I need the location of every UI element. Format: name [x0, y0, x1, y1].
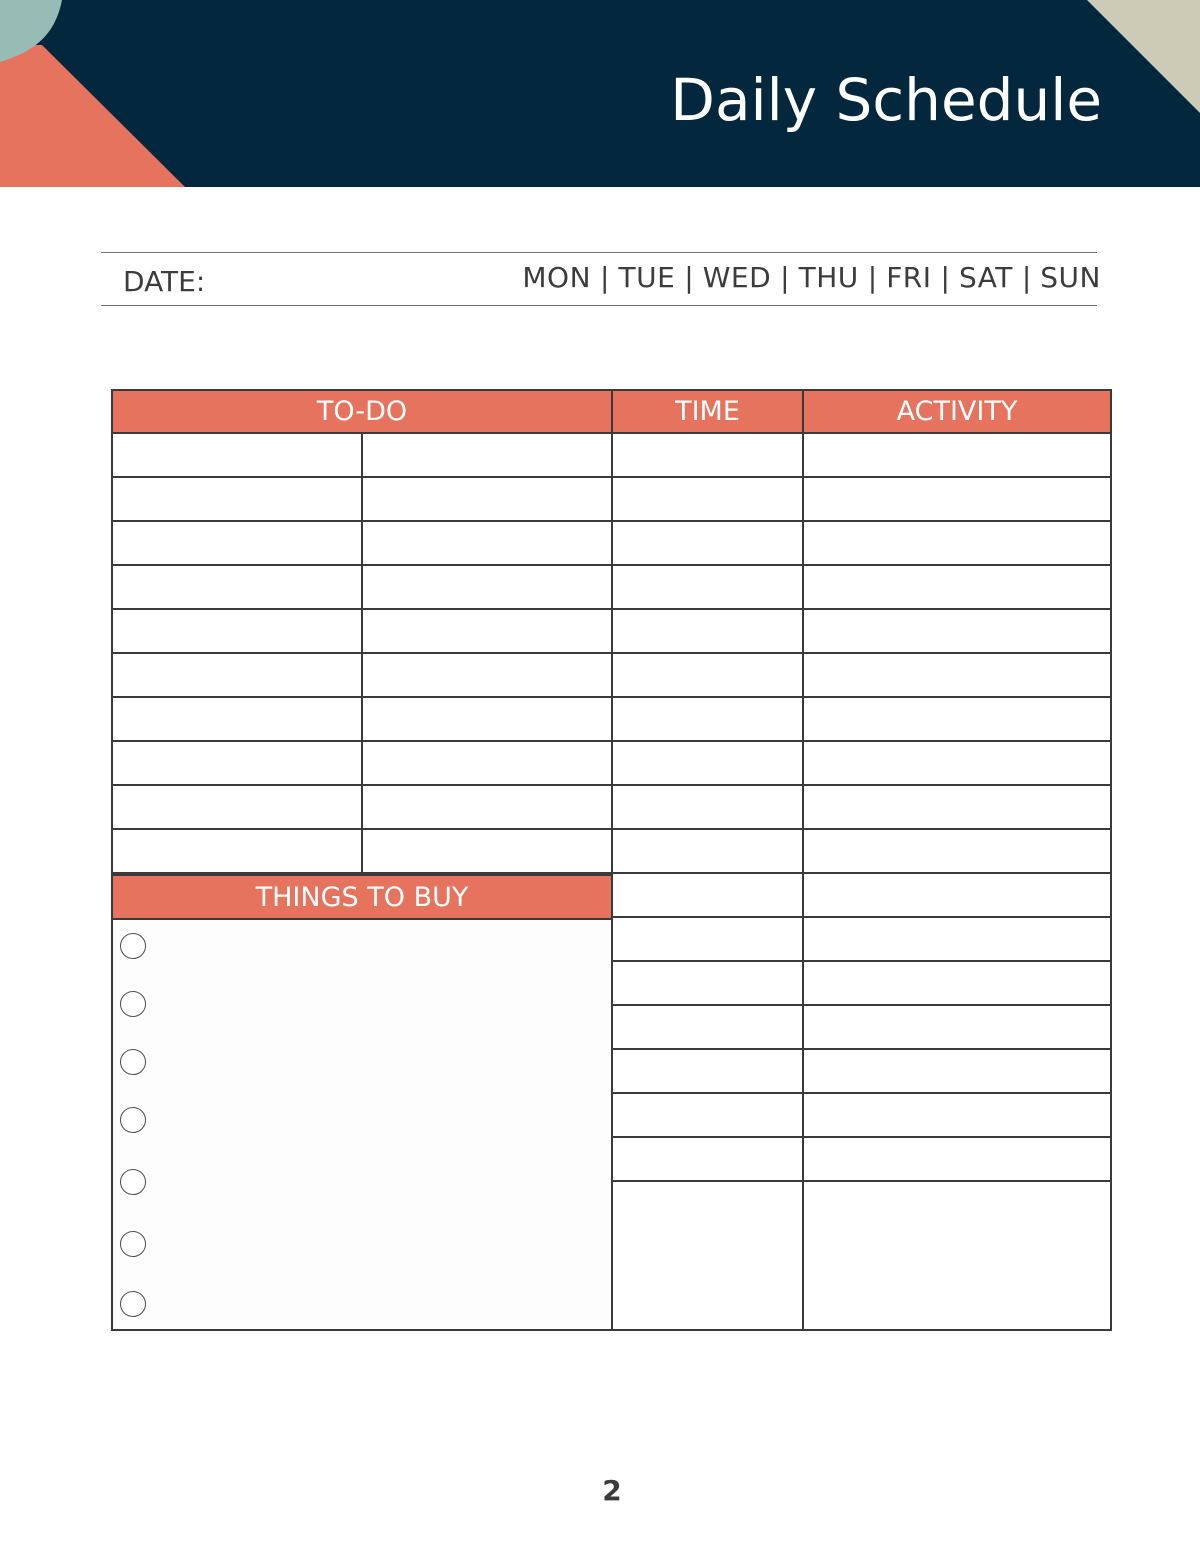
date-bar: [101, 252, 1101, 306]
page-number: 2: [602, 1474, 622, 1507]
date-label: DATE:: [123, 265, 206, 298]
time-cell[interactable]: [611, 960, 804, 1006]
buy-item-checkbox[interactable]: [120, 1049, 146, 1075]
day-separator: |: [780, 261, 790, 294]
activity-cell[interactable]: [802, 784, 1112, 830]
todo-cell-left[interactable]: [111, 476, 363, 522]
todo-cell-right[interactable]: [361, 476, 613, 522]
todo-cell-right[interactable]: [361, 652, 613, 698]
activity-cell[interactable]: [802, 960, 1112, 1006]
day-separator: |: [940, 261, 950, 294]
things-to-buy-header: THINGS TO BUY: [111, 874, 613, 920]
buy-item-checkbox[interactable]: [120, 1107, 146, 1133]
todo-cell-right[interactable]: [361, 520, 613, 566]
todo-cell-left[interactable]: [111, 740, 363, 786]
activity-cell[interactable]: [802, 1180, 1112, 1331]
time-cell[interactable]: [611, 828, 804, 874]
time-cell[interactable]: [611, 784, 804, 830]
todo-cell-right[interactable]: [361, 740, 613, 786]
day-sat[interactable]: SAT: [958, 261, 1013, 294]
todo-cell-left[interactable]: [111, 608, 363, 654]
time-cell[interactable]: [611, 608, 804, 654]
day-tue[interactable]: TUE: [618, 261, 676, 294]
weekday-selector: [522, 261, 1101, 294]
day-separator: |: [684, 261, 694, 294]
day-fri[interactable]: FRI: [886, 261, 932, 294]
buy-item-checkbox[interactable]: [120, 991, 146, 1017]
activity-cell[interactable]: [802, 916, 1112, 962]
todo-cell-left[interactable]: [111, 520, 363, 566]
time-cell[interactable]: [611, 1092, 804, 1138]
page-title: Daily Schedule: [670, 66, 1102, 134]
time-cell[interactable]: [611, 476, 804, 522]
day-separator: |: [600, 261, 610, 294]
time-header: TIME: [611, 389, 804, 434]
todo-cell-right[interactable]: [361, 432, 613, 478]
todo-header: TO-DO: [111, 389, 613, 434]
time-cell[interactable]: [611, 872, 804, 918]
time-cell[interactable]: [611, 1136, 804, 1182]
todo-cell-left[interactable]: [111, 696, 363, 742]
time-cell[interactable]: [611, 740, 804, 786]
activity-cell[interactable]: [802, 1048, 1112, 1094]
day-mon[interactable]: MON: [522, 261, 592, 294]
day-separator: |: [1021, 261, 1032, 294]
activity-cell[interactable]: [802, 1136, 1112, 1182]
things-to-buy-box: [111, 918, 613, 1331]
todo-cell-left[interactable]: [111, 828, 363, 874]
activity-cell[interactable]: [802, 432, 1112, 478]
todo-cell-right[interactable]: [361, 784, 613, 830]
activity-cell[interactable]: [802, 608, 1112, 654]
todo-cell-left[interactable]: [111, 564, 363, 610]
day-wed[interactable]: WED: [702, 261, 772, 294]
time-cell[interactable]: [611, 520, 804, 566]
time-cell[interactable]: [611, 1004, 804, 1050]
activity-cell[interactable]: [802, 1004, 1112, 1050]
schedule-grid: [111, 389, 1112, 1331]
day-separator: |: [867, 261, 878, 294]
time-cell[interactable]: [611, 916, 804, 962]
buy-item-checkbox[interactable]: [120, 933, 146, 959]
activity-cell[interactable]: [802, 872, 1112, 918]
time-cell[interactable]: [611, 696, 804, 742]
day-sun[interactable]: SUN: [1040, 261, 1101, 294]
activity-cell[interactable]: [802, 828, 1112, 874]
activity-cell[interactable]: [802, 696, 1112, 742]
activity-header: ACTIVITY: [802, 389, 1112, 434]
activity-cell[interactable]: [802, 564, 1112, 610]
time-cell[interactable]: [611, 1048, 804, 1094]
todo-cell-right[interactable]: [361, 564, 613, 610]
activity-cell[interactable]: [802, 740, 1112, 786]
todo-cell-left[interactable]: [111, 784, 363, 830]
day-thu[interactable]: THU: [798, 261, 859, 294]
todo-cell-right[interactable]: [361, 828, 613, 874]
time-cell[interactable]: [611, 432, 804, 478]
time-cell[interactable]: [611, 652, 804, 698]
activity-cell[interactable]: [802, 1092, 1112, 1138]
todo-cell-right[interactable]: [361, 696, 613, 742]
buy-item-checkbox[interactable]: [120, 1231, 146, 1257]
time-cell[interactable]: [611, 564, 804, 610]
buy-item-checkbox[interactable]: [120, 1291, 146, 1317]
activity-cell[interactable]: [802, 520, 1112, 566]
coral-shape: [0, 45, 185, 187]
activity-cell[interactable]: [802, 652, 1112, 698]
todo-cell-left[interactable]: [111, 432, 363, 478]
khaki-shape: [1087, 0, 1200, 113]
header-banner: [0, 0, 1200, 187]
activity-cell[interactable]: [802, 476, 1112, 522]
buy-item-checkbox[interactable]: [120, 1169, 146, 1195]
todo-cell-left[interactable]: [111, 652, 363, 698]
todo-cell-right[interactable]: [361, 608, 613, 654]
time-cell[interactable]: [611, 1180, 804, 1331]
